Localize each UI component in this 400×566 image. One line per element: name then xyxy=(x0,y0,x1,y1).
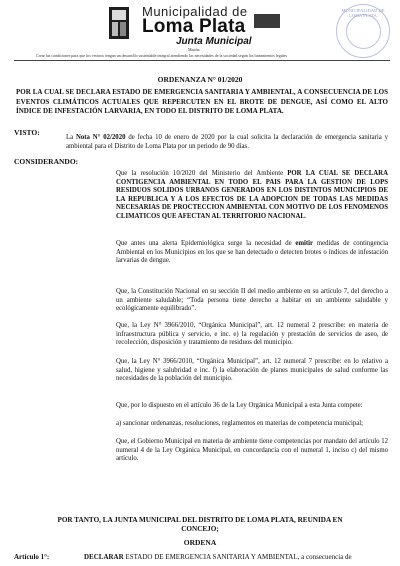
flag-icon xyxy=(254,14,280,28)
p2-pre: Que antes una alerta Epidemiológica surge la necesidad de xyxy=(116,240,296,247)
considerando-p5: Que, la Ley N° 3966/2010, “Orgánica Municipal”, art. 12 numeral 7 prescribe: en lo relativo a salud, higiene y salubridad e inc. f) la elaboración de planes municipales de salud conforme las necesidades de la población del municipio. xyxy=(116,358,388,383)
visto-nota: Nota N° 02/2020 xyxy=(75,134,126,141)
seal-text: MUNICIPALIDAD DE LOMA PLATA xyxy=(341,8,385,18)
visto-text: de fecha 10 de enero de 2020 por la cual solicita la declaración de emergencia sanitaria y ambiental para el Distrito de Loma Plata por un periodo de 90 días. xyxy=(66,134,388,150)
considerando-p6: Que, por lo dispuesto en el artículo 36 de la Ley Orgánica Municipal a esta Junta compete: xyxy=(116,402,363,409)
header-municipalidad: Municipalidad de xyxy=(142,4,248,19)
articulo1-label: Artículo 1°: xyxy=(14,553,50,561)
ordena-heading: ORDENA xyxy=(183,538,217,547)
visto-pre: La xyxy=(66,134,76,141)
articulo1-bold: DECLARAR xyxy=(84,553,124,561)
articulo1-body: ESTADO DE EMERGENCIA SANITARIA Y AMBIENTAL, a consecuencia de xyxy=(123,553,352,561)
official-seal-stamp xyxy=(336,4,390,58)
header-city: Loma Plata xyxy=(142,16,246,37)
considerando-p7: a) sancionar ordenanzas, resoluciones, reglamentos en materias de competencia municipal; xyxy=(116,420,364,427)
ordinance-subject: POR LA CUAL SE DECLARA ESTADO DE EMERGENCIA SANITARIA Y AMBIENTAL, A CONSECUENCIA DE LOS EVENTOS CLIMÁTICOS ACTUALES QUE REPERCUTEN EN EL BROTE DE DENGUE, ASÍ COMO EL ALTO ÍNDICE DE INFESTACIÓN LARVARIA, EN TODO EL DISTRITO DE LOMA PLATA. xyxy=(16,88,388,116)
considerando-p1 xyxy=(116,170,388,222)
considerando-label: CONSIDERANDO: xyxy=(14,157,79,166)
header-divider xyxy=(14,60,390,61)
considerando-p8: Que, el Gobierno Municipal en materia de ambiente tiene competencias por mandato del artículo 12 numeral 4 de la Ley Orgánica Municipal, en concordancia con el numeral 1, inciso c) del mismo artículo. xyxy=(116,438,388,463)
considerando-p4: Que, la Ley N° 3966/2010, “Orgánica Municipal”, art. 12 numeral 2 prescribe: en materia de infraestructura pública y servicio, e inc. e) la regulación y prestación de servicios de aseo, de recolección, disposición y tratamiento de residuos del municipio. xyxy=(116,322,388,347)
p2-post: medidas de contingencia Ambiental en los Municipios en los que se han detectado o detecten brotes o índices de infestación larvarias de dengue. xyxy=(116,240,388,265)
p1-end: . xyxy=(304,212,307,220)
header-mision-label: Misión: xyxy=(188,47,201,52)
p1-bold: POR LA CUAL SE DECLARA CONTIGENCIA AMBIENTAL EN TODO EL PAIS PARA LA GESTION DE LOPS RESIDUOS SOLIDOS URBANOS GENERADOS EN LOS DISTINTOS MUNICIPIOS DE LA REPUBLICA Y A LOS EFECTOS DE LA ADOPCION DE TODAS LAS MEDIDAS NECESARIAS DE PROCTECCION AMBIENTAL CON MOTIVO DE LOS FENOMENOS CLIMATICOS QUE AFECTAN AL TERRITORIO NACIONAL xyxy=(116,170,388,220)
considerando-p3: Que, la Constitución Nacional en su sección II del medio ambiente en su artículo 7, del derecho a un ambiente saludable; “Toda persona tiene derecho a habitar en un ambiente saludable y ecológicamente equilibrado”. xyxy=(116,288,388,313)
p2-bold: emitir xyxy=(295,240,314,247)
ordinance-title: ORDENANZA N° 01/2020 xyxy=(157,75,243,84)
considerando-p2 xyxy=(116,240,388,266)
visto-label: VISTO: xyxy=(14,128,40,137)
articulo1-text xyxy=(84,553,388,561)
header-mision-text: Crear las condiciones para que los vecinos tengan un desarrollo sustentable integral atendiendo las necesidades de la sociedad según los lineamientos legales xyxy=(36,54,287,58)
visto-paragraph xyxy=(66,134,388,151)
por-tanto: POR TANTO, LA JUNTA MUNICIPAL DEL DISTRITO DE LOMA PLATA, REUNIDA EN CONCEJO; xyxy=(57,516,343,533)
p1-pre: Que la resolución 10/2020 del Ministerio del Ambiente xyxy=(116,170,288,177)
municipal-logo-icon xyxy=(108,6,130,40)
header-junta: Junta Municipal xyxy=(176,36,252,47)
